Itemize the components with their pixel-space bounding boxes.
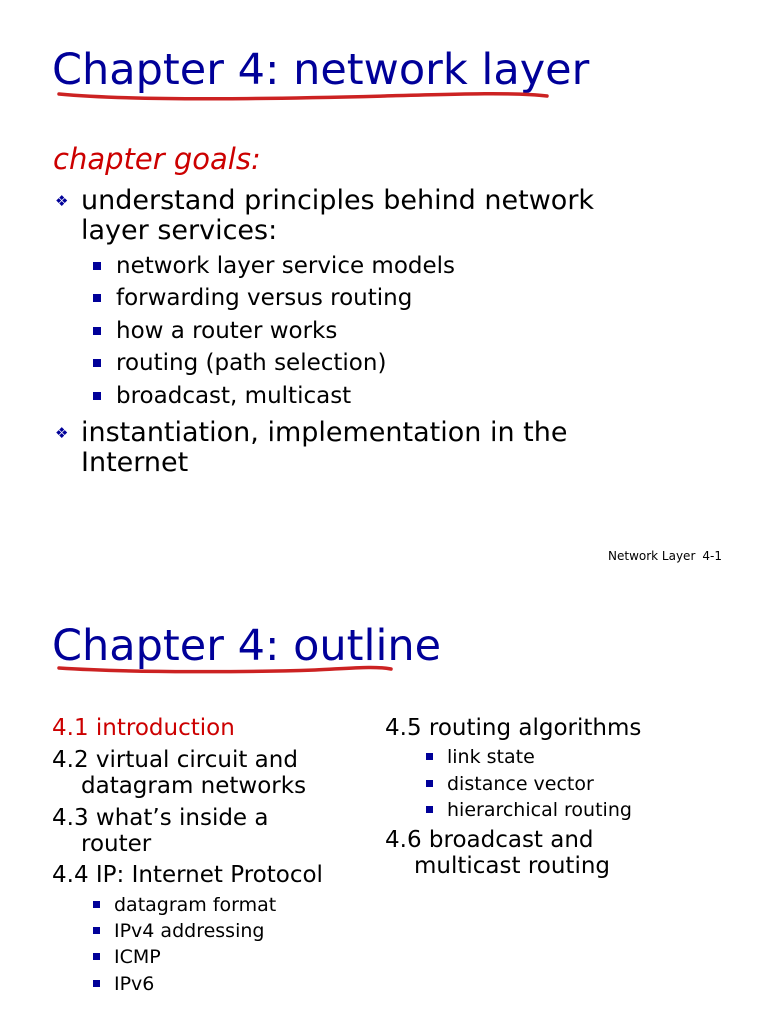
diamond-bullet-icon: ❖: [55, 192, 69, 210]
outline-item: [52, 747, 306, 799]
goal-subitem: how a router works: [116, 318, 338, 344]
outline-subitem: ICMP: [114, 946, 161, 968]
goal-line: instantiation, implementation in the: [81, 417, 568, 448]
square-bullet-icon: [93, 953, 100, 960]
square-bullet-icon: [426, 780, 433, 787]
footer-page-number: 4-1: [702, 549, 722, 563]
outline-line: 4.6 broadcast and: [385, 827, 594, 853]
diamond-bullet-icon: ❖: [55, 424, 69, 442]
title-underline-stroke: [55, 86, 555, 106]
goal-line: layer services:: [81, 215, 278, 246]
outline-item: 4.5 routing algorithms: [385, 715, 642, 741]
outline-subitem: datagram format: [114, 894, 277, 916]
outline-line: datagram networks: [81, 773, 307, 799]
goal-subitem: broadcast, multicast: [116, 383, 352, 409]
square-bullet-icon: [426, 753, 433, 760]
outline-subitem: IPv6: [114, 973, 155, 995]
square-bullet-icon: [93, 294, 101, 302]
goal-line: Internet: [81, 447, 189, 478]
square-bullet-icon: [93, 392, 101, 400]
square-bullet-icon: [93, 980, 100, 987]
slide-title: Chapter 4: outline: [52, 621, 442, 671]
outline-subitem: distance vector: [447, 773, 594, 795]
square-bullet-icon: [93, 359, 101, 367]
outline-item: [52, 805, 269, 857]
square-bullet-icon: [93, 327, 101, 335]
slide-title: Chapter 4: network layer: [52, 45, 590, 95]
goals-heading: chapter goals:: [53, 142, 261, 176]
goal-line: understand principles behind network: [81, 185, 595, 216]
outline-subitem: IPv4 addressing: [114, 920, 265, 942]
outline-line: 4.3 what’s inside a: [52, 805, 269, 831]
outline-subitem: hierarchical routing: [447, 799, 632, 821]
square-bullet-icon: [93, 901, 100, 908]
goal-subitem: forwarding versus routing: [116, 285, 413, 311]
outline-item: 4.4 IP: Internet Protocol: [52, 862, 323, 888]
goal-item: [81, 186, 721, 246]
square-bullet-icon: [93, 927, 100, 934]
outline-subitem: link state: [447, 746, 535, 768]
outline-line: router: [81, 831, 152, 857]
goal-subitem: network layer service models: [116, 253, 456, 279]
square-bullet-icon: [426, 806, 433, 813]
goal-item: [81, 418, 721, 478]
outline-line: 4.2 virtual circuit and: [52, 747, 298, 773]
outline-line: multicast routing: [414, 853, 611, 879]
goal-subitem: routing (path selection): [116, 350, 387, 376]
square-bullet-icon: [93, 262, 101, 270]
outline-item: [385, 827, 610, 879]
footer-label: Network Layer: [608, 549, 696, 563]
outline-item: 4.1 introduction: [52, 715, 235, 741]
slide-footer: [608, 549, 722, 563]
title-underline-stroke: [55, 660, 400, 680]
